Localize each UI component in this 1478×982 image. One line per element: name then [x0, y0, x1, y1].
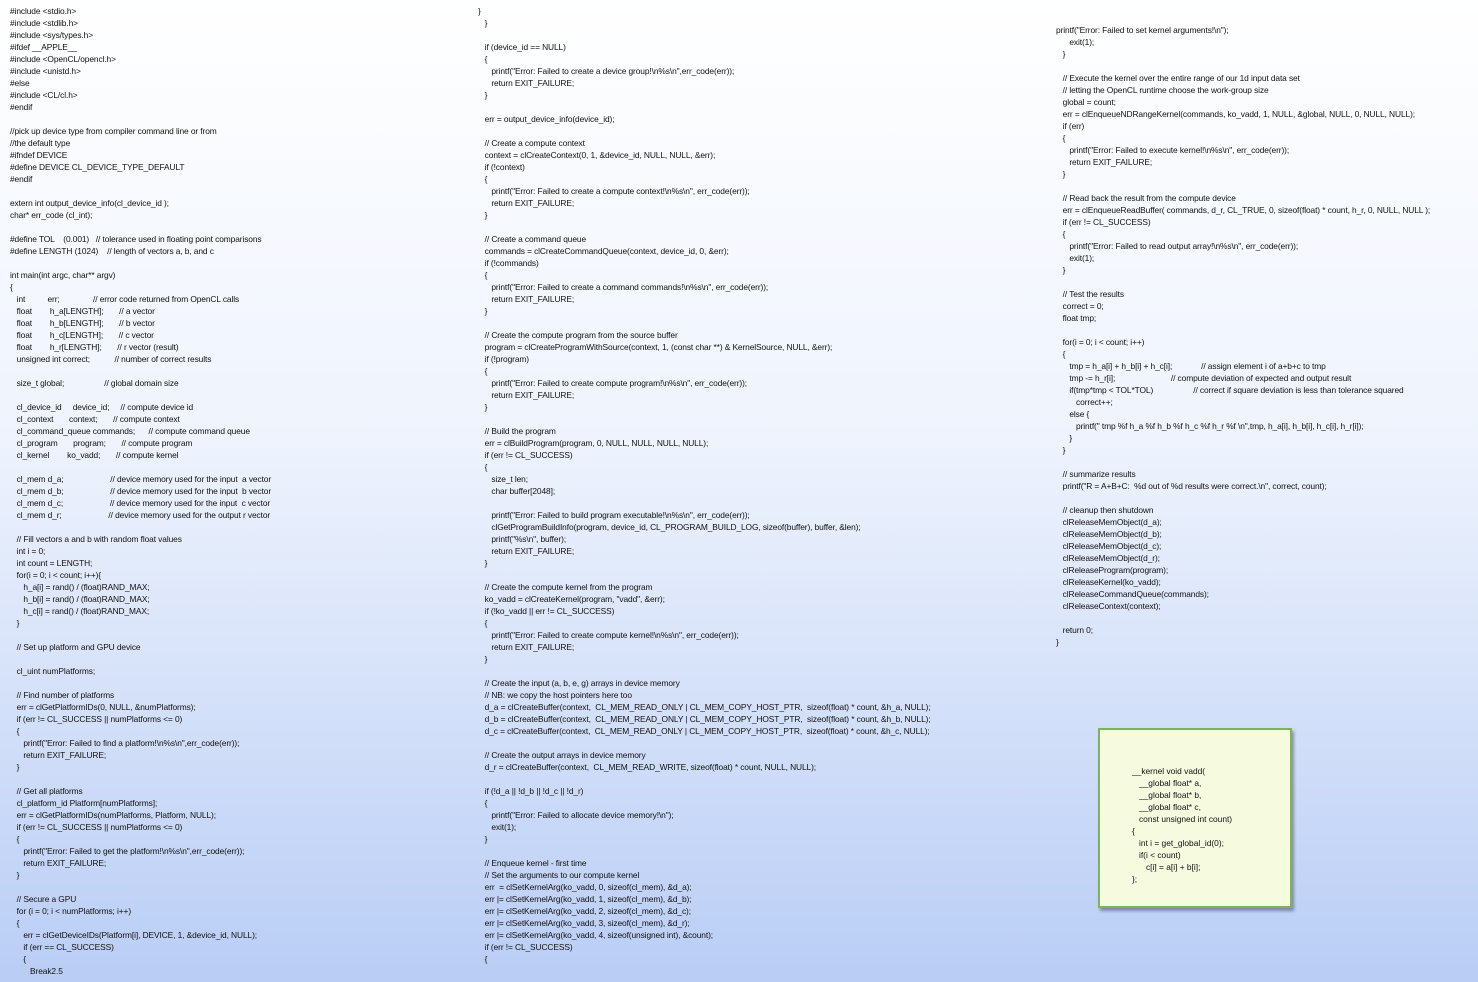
code-line: d_b = clCreateBuffer(context, CL_MEM_READ_ONLY | CL_MEM_COPY_HOST_PTR, sizeof(float) * count, &h_b, NULL); [478, 714, 931, 724]
code-line: if(i < count) [1132, 850, 1181, 860]
code-line: d_r = clCreateBuffer(context, CL_MEM_READ_WRITE, sizeof(float) * count, NULL, NULL); [478, 762, 817, 772]
code-line: #include <unistd.h> [10, 66, 81, 76]
code-line: } [478, 558, 488, 568]
code-line: #ifndef DEVICE [10, 150, 68, 160]
code-line: if (!context) [478, 162, 525, 172]
code-line: clReleaseCommandQueue(commands); [1056, 589, 1209, 599]
code-line [1056, 60, 1476, 72]
kernel-code [1132, 765, 1232, 885]
code-line: #include <stdlib.h> [10, 18, 78, 28]
code-line: } [478, 18, 488, 28]
code-line: float h_r[LENGTH]; // r vector (result) [10, 342, 179, 352]
code-line: if (err != CL_SUCCESS) [478, 450, 573, 460]
code-line: clGetProgramBuildInfo(program, device_id, CL_PROGRAM_BUILD_LOG, sizeof(buffer), buffer, &len); [478, 522, 861, 532]
code-line: char* err_code (cl_int); [10, 210, 93, 220]
code-line [478, 497, 1038, 509]
code-line: cl_context context; // compute context [10, 414, 180, 424]
code-line: } [1056, 265, 1066, 275]
code-line: { [10, 954, 27, 964]
code-line: for (i = 0; i < numPlatforms; i++) [10, 906, 132, 916]
code-line: printf("Error: Failed to create a command commands!\n%s\n", err_code(err)); [478, 282, 769, 292]
code-line: Break2.5 [10, 966, 63, 976]
code-line: printf(" tmp %f h_a %f h_b %f h_c %f h_r %f \n",tmp, h_a[i], h_b[i], h_c[i], h_r[i]); [1056, 421, 1364, 431]
code-line: { [10, 726, 20, 736]
code-line: err |= clSetKernelArg(ko_vadd, 4, sizeof(unsigned int), &count); [478, 930, 713, 940]
code-line [1056, 456, 1476, 468]
host-code-column-1 [10, 5, 470, 977]
code-line: printf("Error: Failed to get the platform!\n%s\n",err_code(err)); [10, 846, 245, 856]
code-line [478, 845, 1038, 857]
code-line: // Read back the result from the compute device [1056, 193, 1236, 203]
code-line [10, 677, 470, 689]
code-line: err = clSetKernelArg(ko_vadd, 0, sizeof(cl_mem), &d_a); [478, 882, 692, 892]
code-line [478, 125, 1038, 137]
code-line: // Set up platform and GPU device [10, 642, 141, 652]
code-line: #define TOL (0.001) // tolerance used in floating point comparisons [10, 234, 262, 244]
code-line: program = clCreateProgramWithSource(context, 1, (const char **) & KernelSource, NULL, &err); [478, 342, 833, 352]
code-line: size_t len; [478, 474, 528, 484]
code-line: if (err) [1056, 121, 1085, 131]
code-line [10, 881, 470, 893]
code-line: err |= clSetKernelArg(ko_vadd, 3, sizeof(cl_mem), &d_r); [478, 918, 690, 928]
kernel-code-box [1098, 728, 1292, 908]
code-line: printf("Error: Failed to create a compute context!\n%s\n", err_code(err)); [478, 186, 750, 196]
code-line: clReleaseMemObject(d_c); [1056, 541, 1162, 551]
code-line: cl_program program; // compute program [10, 438, 193, 448]
code-line: #else [10, 78, 30, 88]
code-line: //pick up device type from compiler command line or from [10, 126, 217, 136]
code-line: c[i] = a[i] + b[i]; [1132, 862, 1201, 872]
code-line: cl_device_id device_id; // compute device id [10, 402, 194, 412]
code-line: return EXIT_FAILURE; [478, 390, 575, 400]
code-line: int i = get_global_id(0); [1132, 838, 1224, 848]
code-line: #endif [10, 174, 33, 184]
code-line: float tmp; [1056, 313, 1097, 323]
code-line: #include <stdio.h> [10, 6, 77, 16]
code-line: clReleaseMemObject(d_a); [1056, 517, 1162, 527]
code-line: clReleaseMemObject(d_r); [1056, 553, 1160, 563]
code-line [10, 629, 470, 641]
code-line [1056, 276, 1476, 288]
code-line: // Execute the kernel over the entire range of our 1d input data set [1056, 73, 1300, 83]
code-line: // Create the compute kernel from the program [478, 582, 653, 592]
code-line: return EXIT_FAILURE; [1056, 157, 1153, 167]
code-line: commands = clCreateCommandQueue(context, device_id, 0, &err); [478, 246, 729, 256]
code-line: int main(int argc, char** argv) [10, 270, 116, 280]
code-line [478, 317, 1038, 329]
code-line: exit(1); [1056, 37, 1095, 47]
code-line: err = output_device_info(device_id); [478, 114, 615, 124]
code-line [1056, 612, 1476, 624]
code-line: __global float* c, [1132, 802, 1201, 812]
code-line [10, 365, 470, 377]
code-line: } [1056, 49, 1066, 59]
code-line: printf("Error: Failed to build program executable!\n%s\n", err_code(err)); [478, 510, 750, 520]
code-line: // NB: we copy the host pointers here too [478, 690, 632, 700]
code-line: correct++; [1056, 397, 1113, 407]
code-line [478, 737, 1038, 749]
code-line: err = clGetPlatformIDs(0, NULL, &numPlatforms); [10, 702, 196, 712]
code-line: int i = 0; [10, 546, 46, 556]
code-line [478, 29, 1038, 41]
code-line: cl_kernel ko_vadd; // compute kernel [10, 450, 179, 460]
code-line: int count = LENGTH; [10, 558, 93, 568]
code-line: printf("Error: Failed to execute kernel!\n%s\n", err_code(err)); [1056, 145, 1290, 155]
code-line: err = clEnqueueReadBuffer( commands, d_r, CL_TRUE, 0, sizeof(float) * count, h_r, 0, NULL, NULL ); [1056, 205, 1431, 215]
code-line: { [478, 618, 488, 628]
code-line: size_t global; // global domain size [10, 378, 179, 388]
code-line: if (err != CL_SUCCESS) [1056, 217, 1151, 227]
code-line: } [1056, 433, 1073, 443]
code-line: return EXIT_FAILURE; [478, 546, 575, 556]
code-line: } [1056, 445, 1066, 455]
code-line: printf("Error: Failed to read output array!\n%s\n", err_code(err)); [1056, 241, 1299, 251]
code-line: } [1056, 637, 1059, 647]
code-line: cl_platform_id Platform[numPlatforms]; [10, 798, 158, 808]
code-line: if(tmp*tmp < TOL*TOL) // correct if square deviation is less than tolerance squared [1056, 385, 1404, 395]
code-line: { [478, 54, 488, 64]
code-line [10, 221, 470, 233]
code-line: float h_b[LENGTH]; // b vector [10, 318, 155, 328]
code-line: // Get all platforms [10, 786, 83, 796]
code-line [478, 101, 1038, 113]
code-line: return EXIT_FAILURE; [10, 858, 107, 868]
code-line: { [478, 462, 488, 472]
code-line: context = clCreateContext(0, 1, &device_id, NULL, NULL, &err); [478, 150, 716, 160]
code-line: // Build the program [478, 426, 556, 436]
code-line [10, 113, 470, 125]
code-line: return 0; [1056, 625, 1093, 635]
code-line: if (!d_a || !d_b || !d_c || !d_r) [478, 786, 584, 796]
code-line: clReleaseContext(context); [1056, 601, 1161, 611]
code-line: for(i = 0; i < count; i++) [1056, 337, 1145, 347]
code-line: exit(1); [1056, 253, 1095, 263]
code-line: cl_mem d_b; // device memory used for the input b vector [10, 486, 272, 496]
code-line: err |= clSetKernelArg(ko_vadd, 1, sizeof(cl_mem), &d_b); [478, 894, 692, 904]
code-line: // Enqueue kernel - first time [478, 858, 587, 868]
code-line: if (!program) [478, 354, 529, 364]
code-line: #define LENGTH (1024) // length of vectors a, b, and c [10, 246, 214, 256]
code-line: err = clGetPlatformIDs(numPlatforms, Platform, NULL); [10, 810, 216, 820]
code-line [478, 665, 1038, 677]
code-line: __kernel void vadd( [1132, 766, 1206, 776]
code-line: //the default type [10, 138, 71, 148]
code-line [1056, 492, 1476, 504]
code-line: h_a[i] = rand() / (float)RAND_MAX; [10, 582, 150, 592]
code-line: // Find number of platforms [10, 690, 115, 700]
code-line: #endif [10, 102, 33, 112]
code-line [10, 773, 470, 785]
code-line: else { [1056, 409, 1090, 419]
code-line [478, 773, 1038, 785]
code-line: { [478, 174, 488, 184]
code-line: { [478, 798, 488, 808]
code-line: { [478, 366, 488, 376]
code-line [10, 389, 470, 401]
code-line: h_c[i] = rand() / (float)RAND_MAX; [10, 606, 150, 616]
code-line [10, 185, 470, 197]
code-line [478, 569, 1038, 581]
code-line: #ifdef __APPLE__ [10, 42, 77, 52]
code-line: #include <OpenCL/opencl.h> [10, 54, 116, 64]
code-line: clReleaseKernel(ko_vadd); [1056, 577, 1161, 587]
host-code-column-2 [478, 5, 1038, 965]
code-line: if (!commands) [478, 258, 539, 268]
code-line: cl_command_queue commands; // compute command queue [10, 426, 250, 436]
code-line: h_b[i] = rand() / (float)RAND_MAX; [10, 594, 150, 604]
code-line: const unsigned int count) [1132, 814, 1233, 824]
code-line: err = clGetDeviceIDs(Platform[i], DEVICE, 1, &device_id, NULL); [10, 930, 257, 940]
code-line: } [478, 402, 488, 412]
code-line: __global float* a, [1132, 778, 1202, 788]
code-line: global = count; [1056, 97, 1116, 107]
code-line: char buffer[2048]; [478, 486, 556, 496]
code-line: printf("Error: Failed to allocate device memory!\n"); [478, 810, 674, 820]
code-line: } [478, 654, 488, 664]
code-line: { [478, 954, 488, 964]
code-line: // Create the compute program from the source buffer [478, 330, 678, 340]
code-line: #include <sys/types.h> [10, 30, 93, 40]
code-line [478, 221, 1038, 233]
code-line: } [478, 306, 488, 316]
code-line [478, 413, 1038, 425]
code-line: printf("Error: Failed to set kernel arguments!\n"); [1056, 25, 1229, 35]
code-line: tmp = h_a[i] + h_b[i] + h_c[i]; // assign element i of a+b+c to tmp [1056, 361, 1326, 371]
code-line: float h_a[LENGTH]; // a vector [10, 306, 155, 316]
code-line: d_c = clCreateBuffer(context, CL_MEM_READ_ONLY | CL_MEM_COPY_HOST_PTR, sizeof(float) * count, &h_c, NULL); [478, 726, 930, 736]
code-line: if (err != CL_SUCCESS) [478, 942, 573, 952]
code-line: return EXIT_FAILURE; [478, 294, 575, 304]
code-line: if (err != CL_SUCCESS || numPlatforms <= 0) [10, 822, 183, 832]
code-line: err = clBuildProgram(program, 0, NULL, NULL, NULL, NULL); [478, 438, 709, 448]
code-line: cl_mem d_r; // device memory used for the output r vector [10, 510, 271, 520]
code-line: { [1056, 133, 1066, 143]
code-line: printf("R = A+B+C: %d out of %d results were correct.\n", correct, count); [1056, 481, 1327, 491]
code-line: } [478, 834, 488, 844]
code-line: } [478, 6, 481, 16]
code-line: return EXIT_FAILURE; [478, 198, 575, 208]
code-line: { [10, 282, 13, 292]
code-line [10, 461, 470, 473]
code-line: // Create a compute context [478, 138, 585, 148]
code-line: printf("Error: Failed to create compute program!\n%s\n", err_code(err)); [478, 378, 748, 388]
code-line: ko_vadd = clCreateKernel(program, "vadd", &err); [478, 594, 665, 604]
code-line: if (err == CL_SUCCESS) [10, 942, 114, 952]
code-line: clReleaseMemObject(d_b); [1056, 529, 1162, 539]
code-line: // Fill vectors a and b with random float values [10, 534, 182, 544]
code-line: printf("Error: Failed to create a device group!\n%s\n",err_code(err)); [478, 66, 735, 76]
code-line [1056, 180, 1476, 192]
code-line: int err; // error code returned from OpenCL calls [10, 294, 240, 304]
code-line: { [1132, 826, 1135, 836]
code-line: printf("%s\n", buffer); [478, 534, 567, 544]
host-code-column-3 [1056, 24, 1476, 648]
code-line: } [10, 618, 20, 628]
code-line: cl_mem d_c; // device memory used for the input c vector [10, 498, 271, 508]
code-line [10, 257, 470, 269]
code-line: tmp -= h_r[i]; // compute deviation of expected and output result [1056, 373, 1352, 383]
code-line: // cleanup then shutdown [1056, 505, 1154, 515]
code-line: extern int output_device_info(cl_device_id ); [10, 198, 169, 208]
code-line: }; [1132, 874, 1138, 884]
code-line: return EXIT_FAILURE; [478, 78, 575, 88]
code-line: } [1056, 169, 1066, 179]
code-line: } [478, 90, 488, 100]
code-line: } [10, 870, 20, 880]
code-line: // Create a command queue [478, 234, 586, 244]
code-line: err |= clSetKernelArg(ko_vadd, 2, sizeof(cl_mem), &d_c); [478, 906, 691, 916]
code-line [1056, 324, 1476, 336]
code-line: if (!ko_vadd || err != CL_SUCCESS) [478, 606, 615, 616]
code-line: cl_uint numPlatforms; [10, 666, 96, 676]
code-line: } [10, 762, 20, 772]
code-line: err = clEnqueueNDRangeKernel(commands, ko_vadd, 1, NULL, &global, NULL, 0, NULL, NULL); [1056, 109, 1415, 119]
code-line [10, 653, 470, 665]
code-line: // Create the output arrays in device memory [478, 750, 646, 760]
code-line: correct = 0; [1056, 301, 1104, 311]
code-line: } [478, 210, 488, 220]
code-line [10, 521, 470, 533]
code-line: printf("Error: Failed to create compute kernel!\n%s\n", err_code(err)); [478, 630, 739, 640]
code-line: { [1056, 349, 1066, 359]
code-line: unsigned int correct; // number of correct results [10, 354, 212, 364]
code-line: { [478, 270, 488, 280]
code-line: for(i = 0; i < count; i++){ [10, 570, 102, 580]
code-line: return EXIT_FAILURE; [478, 642, 575, 652]
code-line: #define DEVICE CL_DEVICE_TYPE_DEFAULT [10, 162, 185, 172]
code-line: clReleaseProgram(program); [1056, 565, 1169, 575]
code-line: cl_mem d_a; // device memory used for the input a vector [10, 474, 272, 484]
code-line: exit(1); [478, 822, 517, 832]
code-line: // summarize results [1056, 469, 1136, 479]
code-line: d_a = clCreateBuffer(context, CL_MEM_READ_ONLY | CL_MEM_COPY_HOST_PTR, sizeof(float) * count, &h_a, NULL); [478, 702, 931, 712]
code-line: { [1056, 229, 1066, 239]
code-line: { [10, 834, 20, 844]
code-line: if (device_id == NULL) [478, 42, 566, 52]
code-line: #include <CL/cl.h> [10, 90, 78, 100]
code-line: // letting the OpenCL runtime choose the work-group size [1056, 85, 1269, 95]
code-line: // Set the arguments to our compute kernel [478, 870, 640, 880]
code-line: { [10, 918, 20, 928]
code-line: if (err != CL_SUCCESS || numPlatforms <= 0) [10, 714, 183, 724]
code-line: return EXIT_FAILURE; [10, 750, 107, 760]
code-line: printf("Error: Failed to find a platform!\n%s\n",err_code(err)); [10, 738, 240, 748]
code-line: __global float* b, [1132, 790, 1202, 800]
code-line: // Test the results [1056, 289, 1124, 299]
code-line: // Create the input (a, b, e, g) arrays in device memory [478, 678, 680, 688]
code-line: float h_c[LENGTH]; // c vector [10, 330, 154, 340]
code-line: // Secure a GPU [10, 894, 77, 904]
